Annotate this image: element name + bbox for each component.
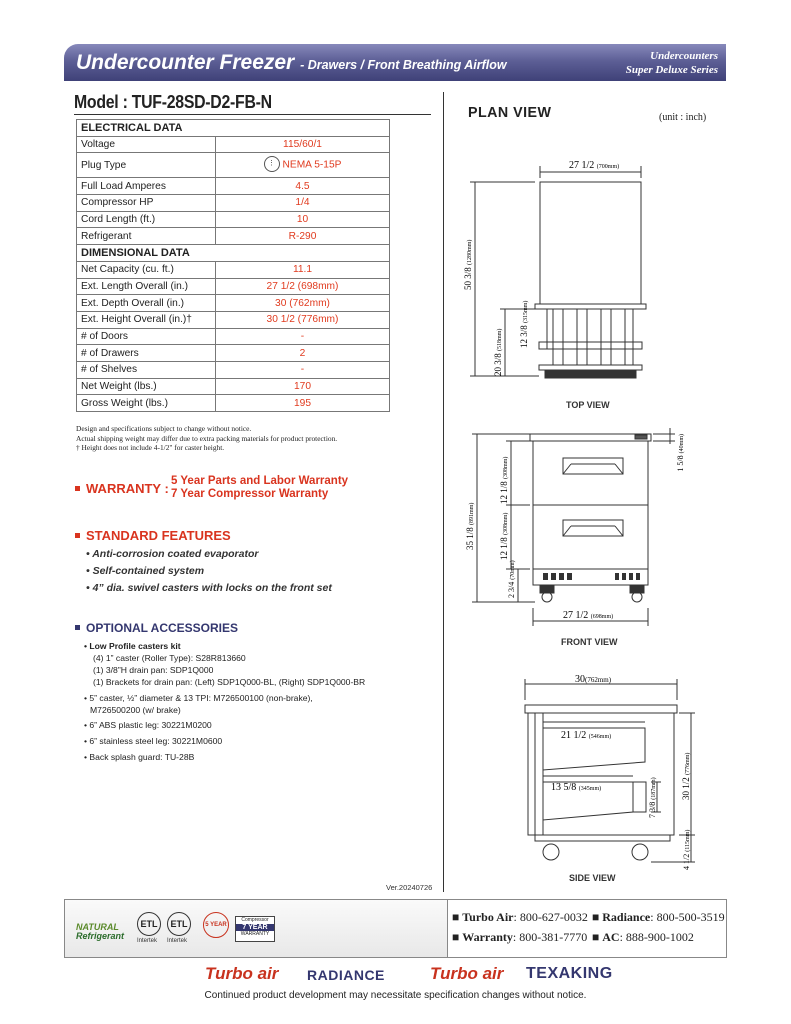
accessory-line: • 5” caster, ½” diameter & 13 TPI: M726500100 (non-brake), xyxy=(84,693,313,703)
table-row: Full Load Amperes 4.5 xyxy=(77,178,390,195)
side-view-label: SIDE VIEW xyxy=(569,873,616,883)
accessory-line: (1) Brackets for drain pan: (Left) SDP1Q000-BL, (Right) SDP1Q000-BR xyxy=(93,677,366,687)
version-label: Ver.20240726 xyxy=(386,883,433,892)
contact-ac: ■ AC: 888-900-1002 xyxy=(592,930,694,944)
intertek-label-1: Intertek xyxy=(137,938,158,944)
front-view-label: FRONT VIEW xyxy=(561,637,618,647)
optional-accessories-heading: OPTIONAL ACCESSORIES xyxy=(75,621,238,635)
table-row: Compressor HP 1/4 xyxy=(77,195,390,212)
dim-side-pan1: 21 1/2 (546mm) xyxy=(561,730,612,741)
contact-radiance: ■ Radiance: 800-500-3519 xyxy=(592,910,725,924)
spec-table xyxy=(76,119,390,412)
texaking-logo: TEXAKING xyxy=(526,965,613,982)
bullet-square-icon xyxy=(75,625,80,630)
dim-front-width: 27 1/2 (698mm) xyxy=(563,610,614,621)
table-row: Voltage 115/60/1 xyxy=(77,136,390,153)
dim-side-pan2: 13 5/8 (345mm) xyxy=(551,782,602,793)
accessory-line: (4) 1” caster (Roller Type): S28R813660 xyxy=(93,653,246,663)
table-row: Refrigerant R-290 xyxy=(77,228,390,245)
five-year-badge-icon: 5 YEAR xyxy=(203,912,229,938)
dim-top-width: 27 1/2 (700mm) xyxy=(569,160,620,171)
category-line-2: Super Deluxe Series xyxy=(625,64,718,76)
turbo-air-logo: Turbo air xyxy=(205,964,279,983)
model-underline xyxy=(74,114,431,115)
top-view-drawing xyxy=(455,150,715,400)
page-title xyxy=(76,51,507,75)
dim-side-pan-h: 7 3/8 (187mm) xyxy=(648,777,657,818)
feature-item: • 4” dia. swivel casters with locks on the front set xyxy=(86,582,332,594)
intertek-label-2: Intertek xyxy=(167,938,188,944)
dim-front-lower: 12 1/8 (308mm) xyxy=(499,512,509,560)
feature-item: • Anti-corrosion coated evaporator xyxy=(86,548,259,560)
spec-notes: Design and specifications subject to change without notice. Actual shipping weight may differ due to extra packing materials for product protection. † Height does not include 4-1/2" for caster height. xyxy=(76,424,338,453)
dim-side-caster: 4 1/2 (115mm) xyxy=(682,829,691,870)
table-row: # of Drawers 2 xyxy=(77,345,390,362)
etl-logo-icon: ETL xyxy=(137,912,161,936)
dim-front-upper: 12 1/8 (308mm) xyxy=(499,456,509,504)
dim-front-base: 2 3/4 (70mm) xyxy=(507,560,516,598)
turbo-air-logo-2: Turbo air xyxy=(430,964,504,983)
dim-side-depth: 30(762mm) xyxy=(575,674,612,685)
dim-top-depth: 50 3/8 (1280mm) xyxy=(463,239,473,290)
plan-view-title: PLAN VIEW xyxy=(468,104,552,121)
table-row: Ext. Length Overall (in.) 27 1/2 (698mm) xyxy=(77,278,390,295)
accessory-line: M726500200 (w/ brake) xyxy=(90,705,181,715)
compressor-warranty-badge: Compressor 7 YEAR WARRANTY xyxy=(235,916,275,942)
top-view-label: TOP VIEW xyxy=(566,400,610,410)
standard-features-heading: STANDARD FEATURES xyxy=(75,528,231,543)
table-row: Cord Length (ft.) 10 xyxy=(77,211,390,228)
table-row: Plug Type ⋮ NEMA 5-15P xyxy=(77,153,390,178)
front-view-drawing xyxy=(455,420,715,635)
unit-label: (unit : inch) xyxy=(659,112,707,123)
table-row: # of Doors - xyxy=(77,328,390,345)
natural-refrigerant-logo: NATURAL Refrigerant xyxy=(76,922,125,941)
plug-icon: ⋮ xyxy=(264,156,280,172)
electrical-heading: ELECTRICAL DATA xyxy=(77,120,390,137)
accessory-line: • Back splash guard: TU-28B xyxy=(84,752,195,762)
table-row: Gross Weight (lbs.) 195 xyxy=(77,395,390,412)
table-row: Net Capacity (cu. ft.) 11.1 xyxy=(77,261,390,278)
table-row: # of Shelves - xyxy=(77,361,390,378)
warranty-heading: WARRANTY : xyxy=(75,481,169,496)
subtitle-text: - Drawers / Front Breathing Airflow xyxy=(300,58,507,72)
dim-top-drawer-ext: 20 3/8 (518mm) xyxy=(493,328,503,376)
dimensional-heading: DIMENSIONAL DATA xyxy=(77,245,390,262)
warranty-details: 5 Year Parts and Labor Warranty 7 Year Compressor Warranty xyxy=(171,475,349,500)
accessory-line: (1) 3/8”H drain pan: SDP1Q000 xyxy=(93,665,214,675)
table-row: Net Weight (lbs.) 170 xyxy=(77,378,390,395)
accessory-line: • 6” stainless steel leg: 30221M0600 xyxy=(84,736,223,746)
table-row: Ext. Height Overall (in.)† 30 1/2 (776mm) xyxy=(77,311,390,328)
certification-box xyxy=(64,899,448,958)
header-banner xyxy=(64,44,726,81)
category-line-1: Undercounters xyxy=(650,50,718,62)
contact-box xyxy=(446,899,727,958)
dim-side-height: 30 1/2 (776mm) xyxy=(681,752,691,800)
etl-sanitation-logo-icon: ETL xyxy=(167,912,191,936)
table-row: Ext. Depth Overall (in.) 30 (762mm) xyxy=(77,295,390,312)
bullet-square-icon xyxy=(75,486,80,491)
radiance-logo: RADIANCE xyxy=(307,967,385,983)
title-text: Undercounter Freezer xyxy=(76,51,295,74)
contact-turbo-air: ■ Turbo Air: 800-627-0032 xyxy=(452,910,588,924)
accessory-line: • 6” ABS plastic leg: 30221M0200 xyxy=(84,720,212,730)
feature-item: • Self-contained system xyxy=(86,565,205,577)
side-view-drawing xyxy=(455,670,715,875)
dim-front-total: 35 1/8 (891mm) xyxy=(465,502,475,550)
bullet-square-icon xyxy=(75,533,80,538)
footer-note: Continued product development may necessitate specification changes without notice. xyxy=(204,990,587,1001)
model-title: Model : TUF-28SD-D2-FB-N xyxy=(74,92,272,112)
column-divider xyxy=(443,92,444,892)
dim-top-drawer-int: 12 3/8 (315mm) xyxy=(519,300,529,348)
dim-front-top: 1 5/8 (40mm) xyxy=(676,434,685,472)
series-label xyxy=(626,49,718,77)
contact-warranty: ■ Warranty: 800-381-7770 xyxy=(452,930,588,944)
accessory-line: • Low Profile casters kit xyxy=(84,641,181,651)
